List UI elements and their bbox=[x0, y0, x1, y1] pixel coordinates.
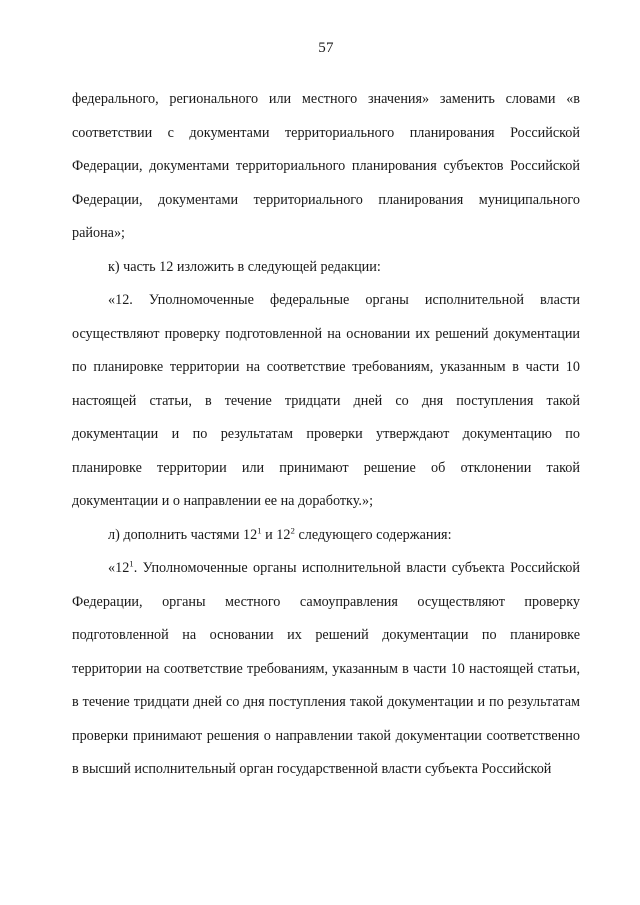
paragraph-4: л) дополнить частями $12^1$ и $12^2$ следующего содержания: bbox=[108, 524, 452, 543]
paragraph-2: к) часть 12 изложить в следующей редакции: bbox=[108, 258, 381, 275]
paragraph-5: «$12^1$. Уполномоченные органы исполнительной власти субъекта Российской Федерации, органы местного самоуправления осуществляют проверку подготовленной на основании их решений документации по планировке территории на соответствие требованиям, указанным в части 10 настоящей статьи, в течение тридцати дней со дня поступления такой документации и по результатам проверки принимают решения о направлении такой документации соответственно в высший исполнительный орган государственной власти субъекта Российской bbox=[72, 558, 580, 777]
paragraph-3: «12. Уполномоченные федеральные органы исполнительной власти осуществляют проверку подготовленной на основании их решений документации по планировке территории на соответствие требованиям, указанным в части 10 настоящей статьи, в течение тридцати дней со дня поступления такой документации и по результатам проверки утверждают документацию по планировке территории или принимают решение об отклонении такой документации и о направлении ее на доработку.»; bbox=[72, 292, 580, 509]
paragraph-1: федерального, регионального или местного значения» заменить словами «в соответствии с документами территориального планирования Российской Федерации, документами территориального планирования субъектов Российской Федерации, документами территориального планирования муниципального района»; bbox=[72, 91, 580, 241]
document-body bbox=[72, 83, 580, 787]
page-number: 57 bbox=[318, 40, 334, 56]
